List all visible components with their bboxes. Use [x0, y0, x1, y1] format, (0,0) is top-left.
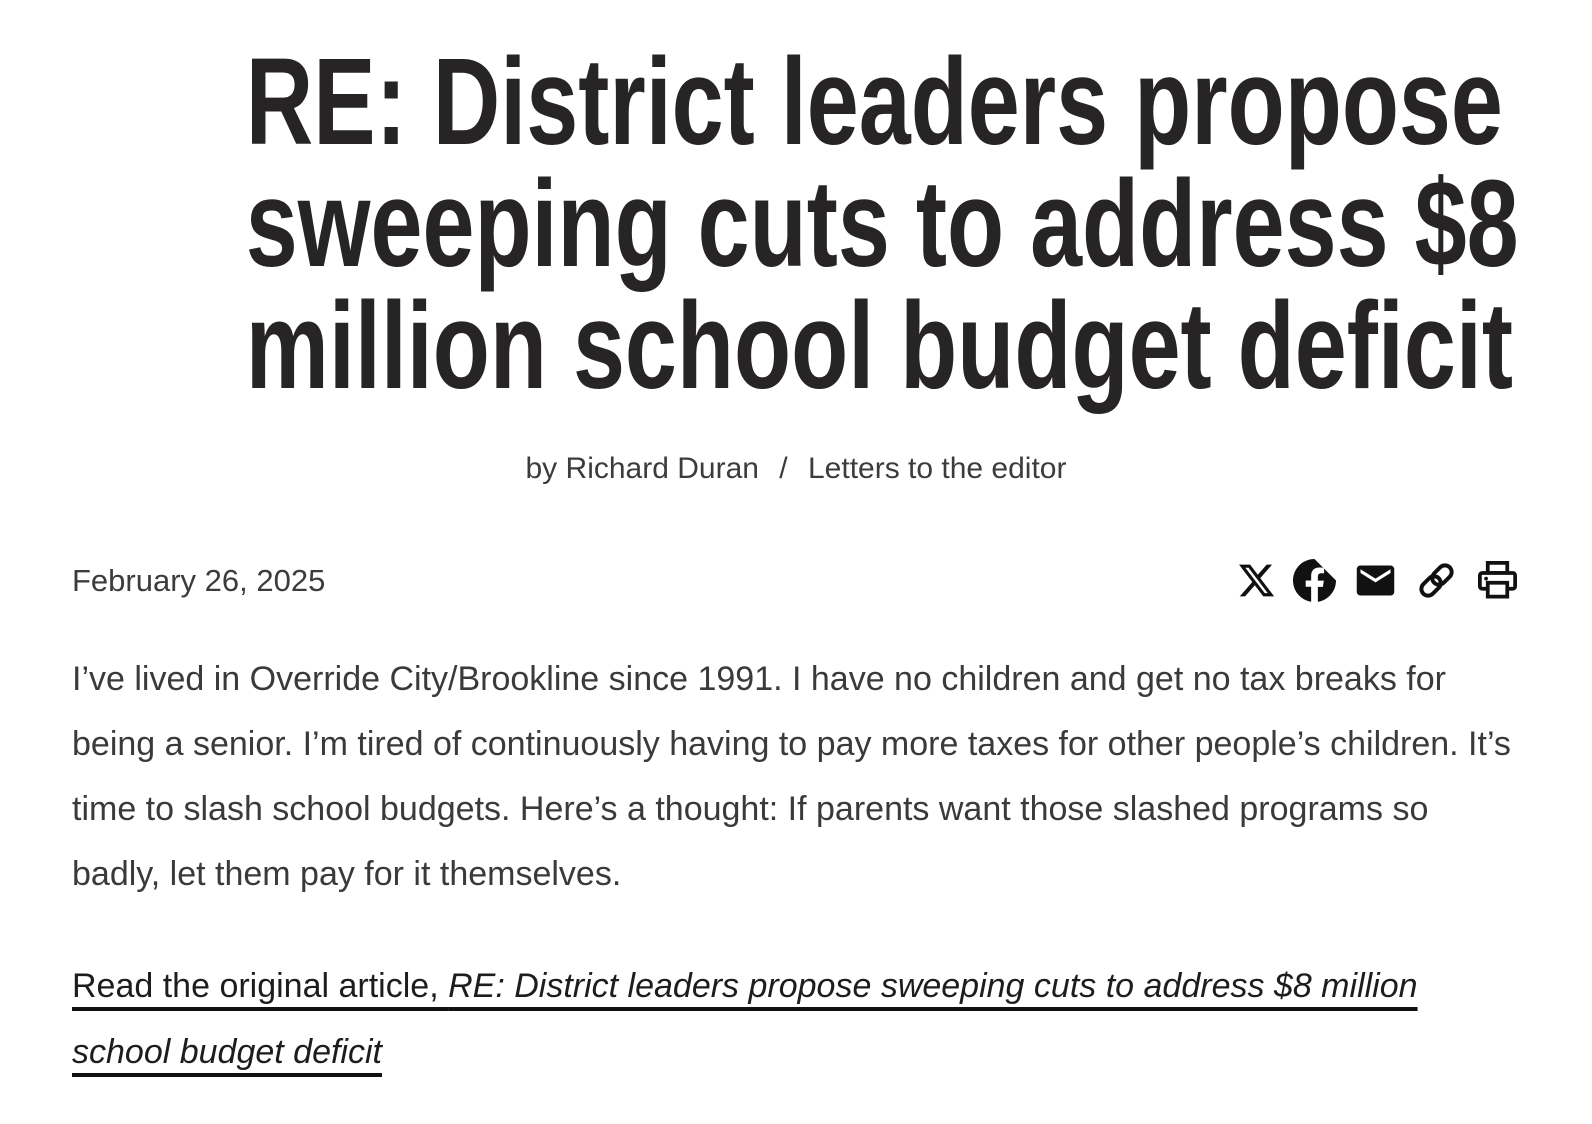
link-lead-text: Read the original article,: [72, 967, 449, 1005]
copy-link-button[interactable]: [1415, 559, 1458, 602]
link-icon: [1415, 559, 1458, 602]
byline: [72, 452, 1520, 486]
byline-category-link[interactable]: Letters to the editor: [807, 452, 1067, 485]
meta-row: [72, 558, 1520, 603]
page-title-line-3: million school budget deficit: [245, 278, 1513, 415]
share-x-button[interactable]: [1237, 561, 1276, 600]
byline-prefix: by: [525, 452, 558, 485]
x-twitter-icon: [1237, 561, 1276, 600]
email-icon: [1353, 558, 1398, 603]
original-article-link[interactable]: [72, 967, 1418, 1071]
article-page: [72, 34, 1520, 1085]
print-icon: [1475, 558, 1520, 603]
share-buttons: [1237, 558, 1520, 603]
share-facebook-button[interactable]: [1293, 559, 1336, 602]
print-button[interactable]: [1475, 558, 1520, 603]
page-title: [245, 34, 1519, 415]
page-title-line-2: sweeping cuts to address $8: [245, 156, 1519, 293]
share-email-button[interactable]: [1353, 558, 1398, 603]
page-title-line-1: RE: District leaders propose: [245, 34, 1503, 171]
article-body: I’ve lived in Override City/Brookline since 1991. I have no children and get no tax breaks for being a senior. I’m tired of continuously having to pay more taxes for other people’s children. It’s time to slash school budgets. Here’s a thought: If parents want those slashed programs so badly, let them pay for it themselves.: [72, 660, 1511, 893]
byline-author-link[interactable]: Richard Duran: [565, 452, 759, 485]
byline-separator: /: [779, 452, 788, 485]
read-original-paragraph: [72, 953, 1520, 1085]
publish-date: February 26, 2025: [72, 562, 326, 598]
link-article-title: RE: District leaders propose sweeping cuts to address $8 million school budget deficit: [72, 967, 1418, 1071]
facebook-icon: [1293, 559, 1336, 602]
